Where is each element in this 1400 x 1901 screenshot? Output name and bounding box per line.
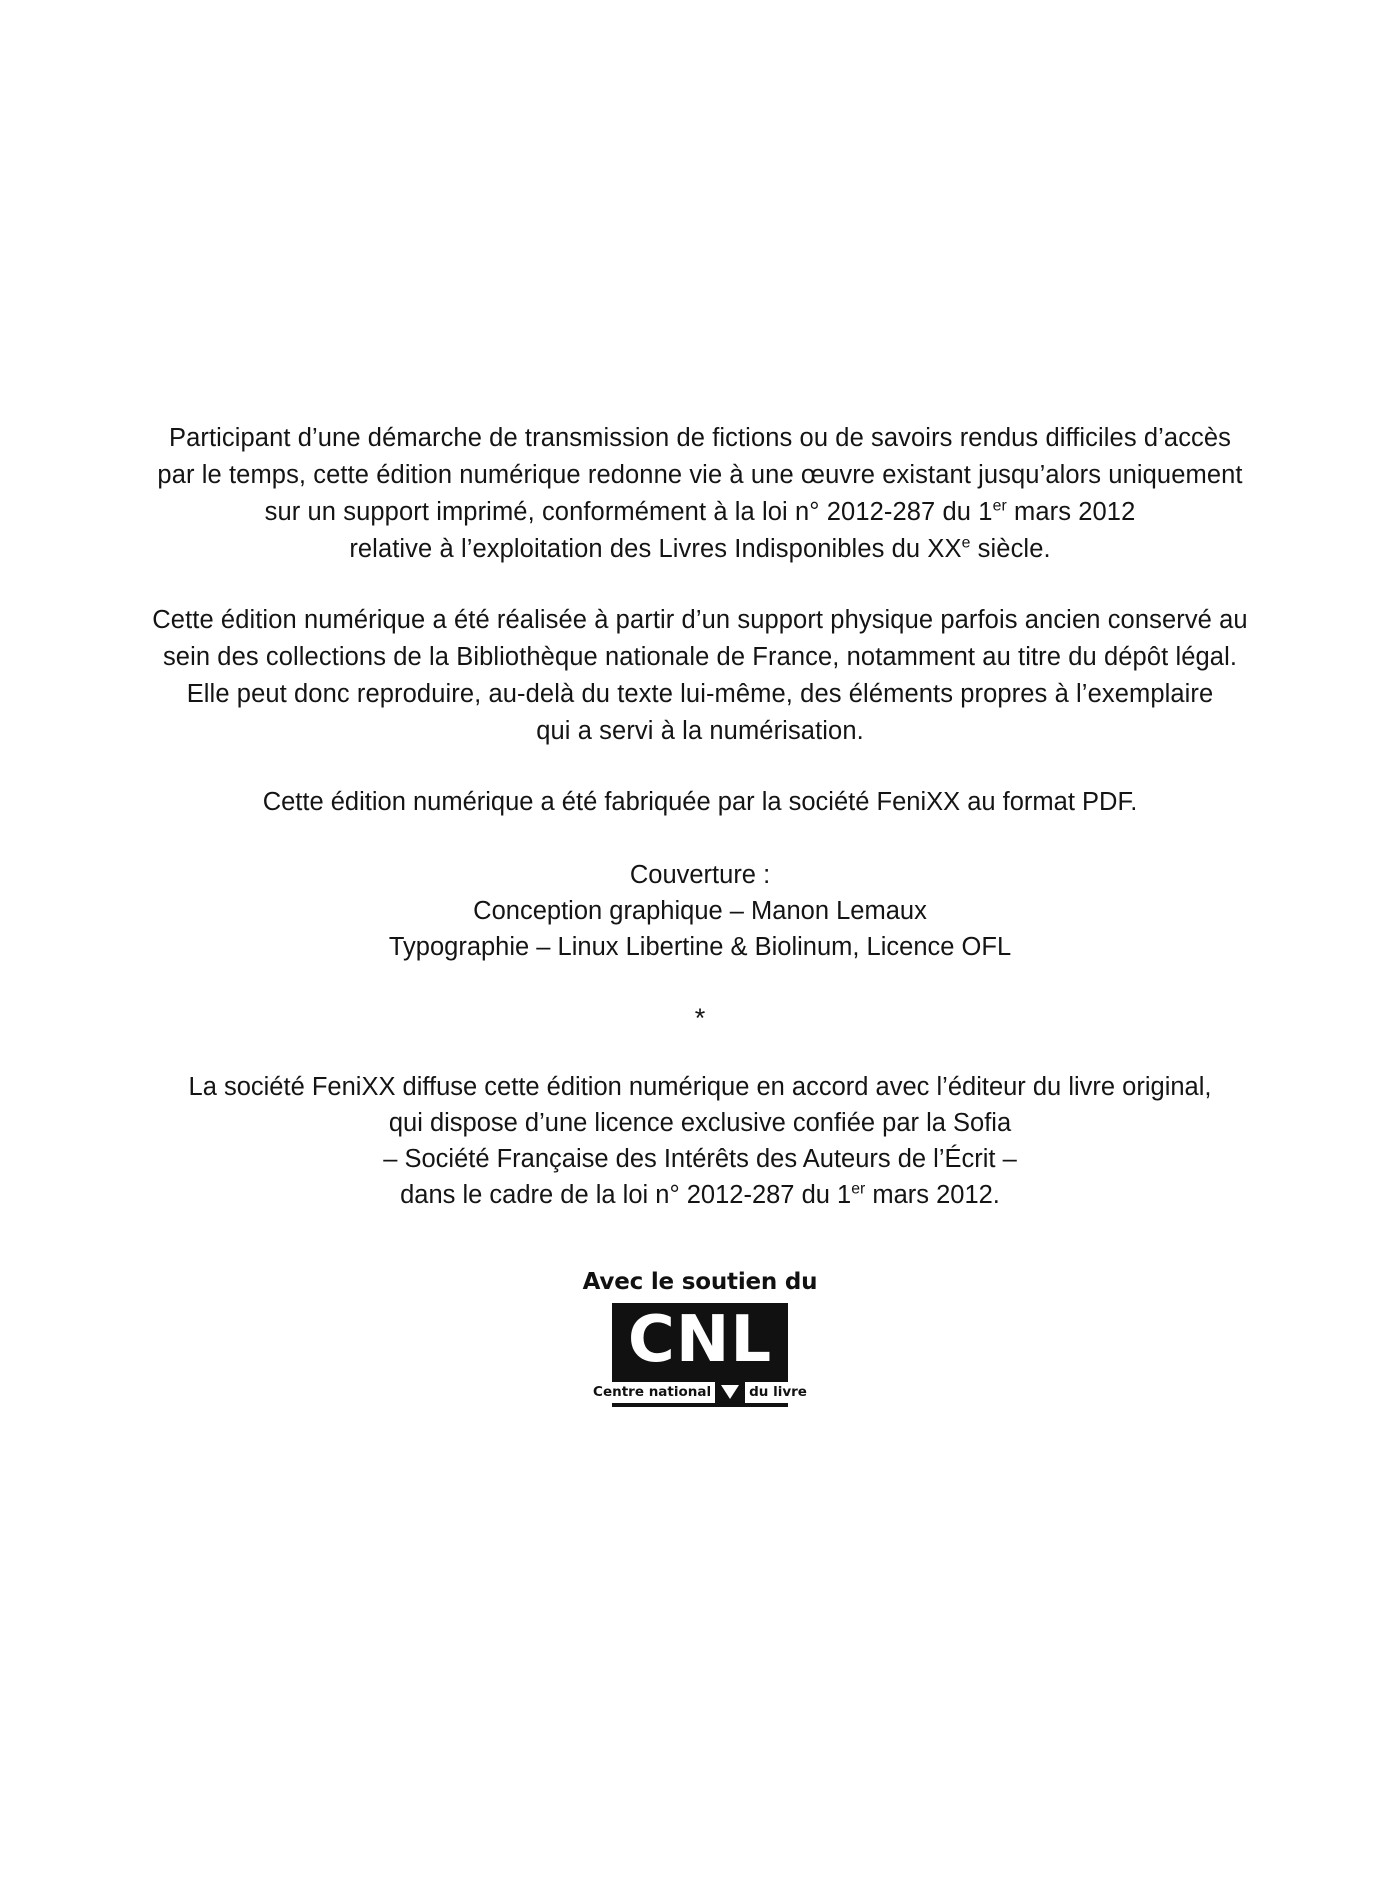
- distribution-line-1: La société FeniXX diffuse cette édition numérique en accord avec l’éditeur du livre original,: [188, 1073, 1212, 1101]
- cover-design-credit: Conception graphique – Manon Lemaux: [473, 897, 927, 925]
- source-line-2: sein des collections de la Bibliothèque nationale de France, notamment au titre du dépôt légal.: [162, 643, 1238, 671]
- distribution-line-3: – Société Française des Intérêts des Auteurs de l’Écrit –: [383, 1145, 1017, 1173]
- cover-credits: [140, 857, 1260, 965]
- law-line-suffix: mars 2012: [1006, 498, 1136, 526]
- support-block: [140, 1269, 1260, 1407]
- cnl-logo-subtitle: [593, 1380, 807, 1404]
- distribution-notice: [140, 1069, 1260, 1213]
- paragraph-mission: [140, 420, 1260, 568]
- colophon-content: [140, 420, 1260, 1407]
- source-line-4: qui a servi à la numérisation.: [536, 717, 864, 745]
- cnl-subtitle-right: du livre: [745, 1382, 811, 1403]
- century-ordinal: e: [961, 534, 971, 552]
- mission-line-1: Participant d’une démarche de transmission de fictions ou de savoirs rendus difficiles d’accès: [168, 424, 1232, 452]
- distribution-line-2: qui dispose d’une licence exclusive confiée par la Sofia: [388, 1109, 1012, 1137]
- triangle-icon: [721, 1385, 739, 1399]
- distribution-law-prefix: dans le cadre de la loi n° 2012-287 du 1: [400, 1181, 852, 1209]
- distribution-line-4: [140, 1177, 1260, 1213]
- cover-heading: Couverture :: [629, 861, 771, 889]
- mission-line-2: par le temps, cette édition numérique redonne vie à une œuvre existant jusqu’alors uniquement: [157, 461, 1243, 489]
- century-suffix: siècle.: [970, 535, 1051, 563]
- source-line-3: Elle peut donc reproduire, au-delà du texte lui-même, des éléments propres à l’exemplaire: [186, 680, 1214, 708]
- cnl-logo-letters: CNL: [627, 1303, 773, 1377]
- section-separator: *: [694, 1003, 706, 1033]
- cnl-logo: [593, 1303, 807, 1407]
- distribution-law-suffix: mars 2012.: [865, 1181, 1000, 1209]
- paragraph-source: [140, 602, 1260, 750]
- source-line-1: Cette édition numérique a été réalisée à partir d’un support physique parfois ancien conservé au: [152, 606, 1248, 634]
- cover-typography-credit: Typographie – Linux Libertine & Biolinum, Licence OFL: [388, 933, 1012, 961]
- cnl-subtitle-left: Centre national: [589, 1382, 715, 1403]
- support-caption: Avec le soutien du: [582, 1269, 818, 1295]
- fabrication-statement: Cette édition numérique a été fabriquée par la société FeniXX au format PDF.: [262, 788, 1138, 816]
- law-line-ordinal: er: [992, 497, 1007, 515]
- century-prefix: relative à l’exploitation des Livres Indisponibles du XX: [349, 535, 962, 563]
- mission-line-4: [140, 531, 1260, 568]
- distribution-law-ordinal: er: [851, 1180, 866, 1198]
- mission-line-3: [140, 494, 1260, 531]
- law-line-prefix: sur un support imprimé, conformément à la loi n° 2012-287 du 1: [264, 498, 993, 526]
